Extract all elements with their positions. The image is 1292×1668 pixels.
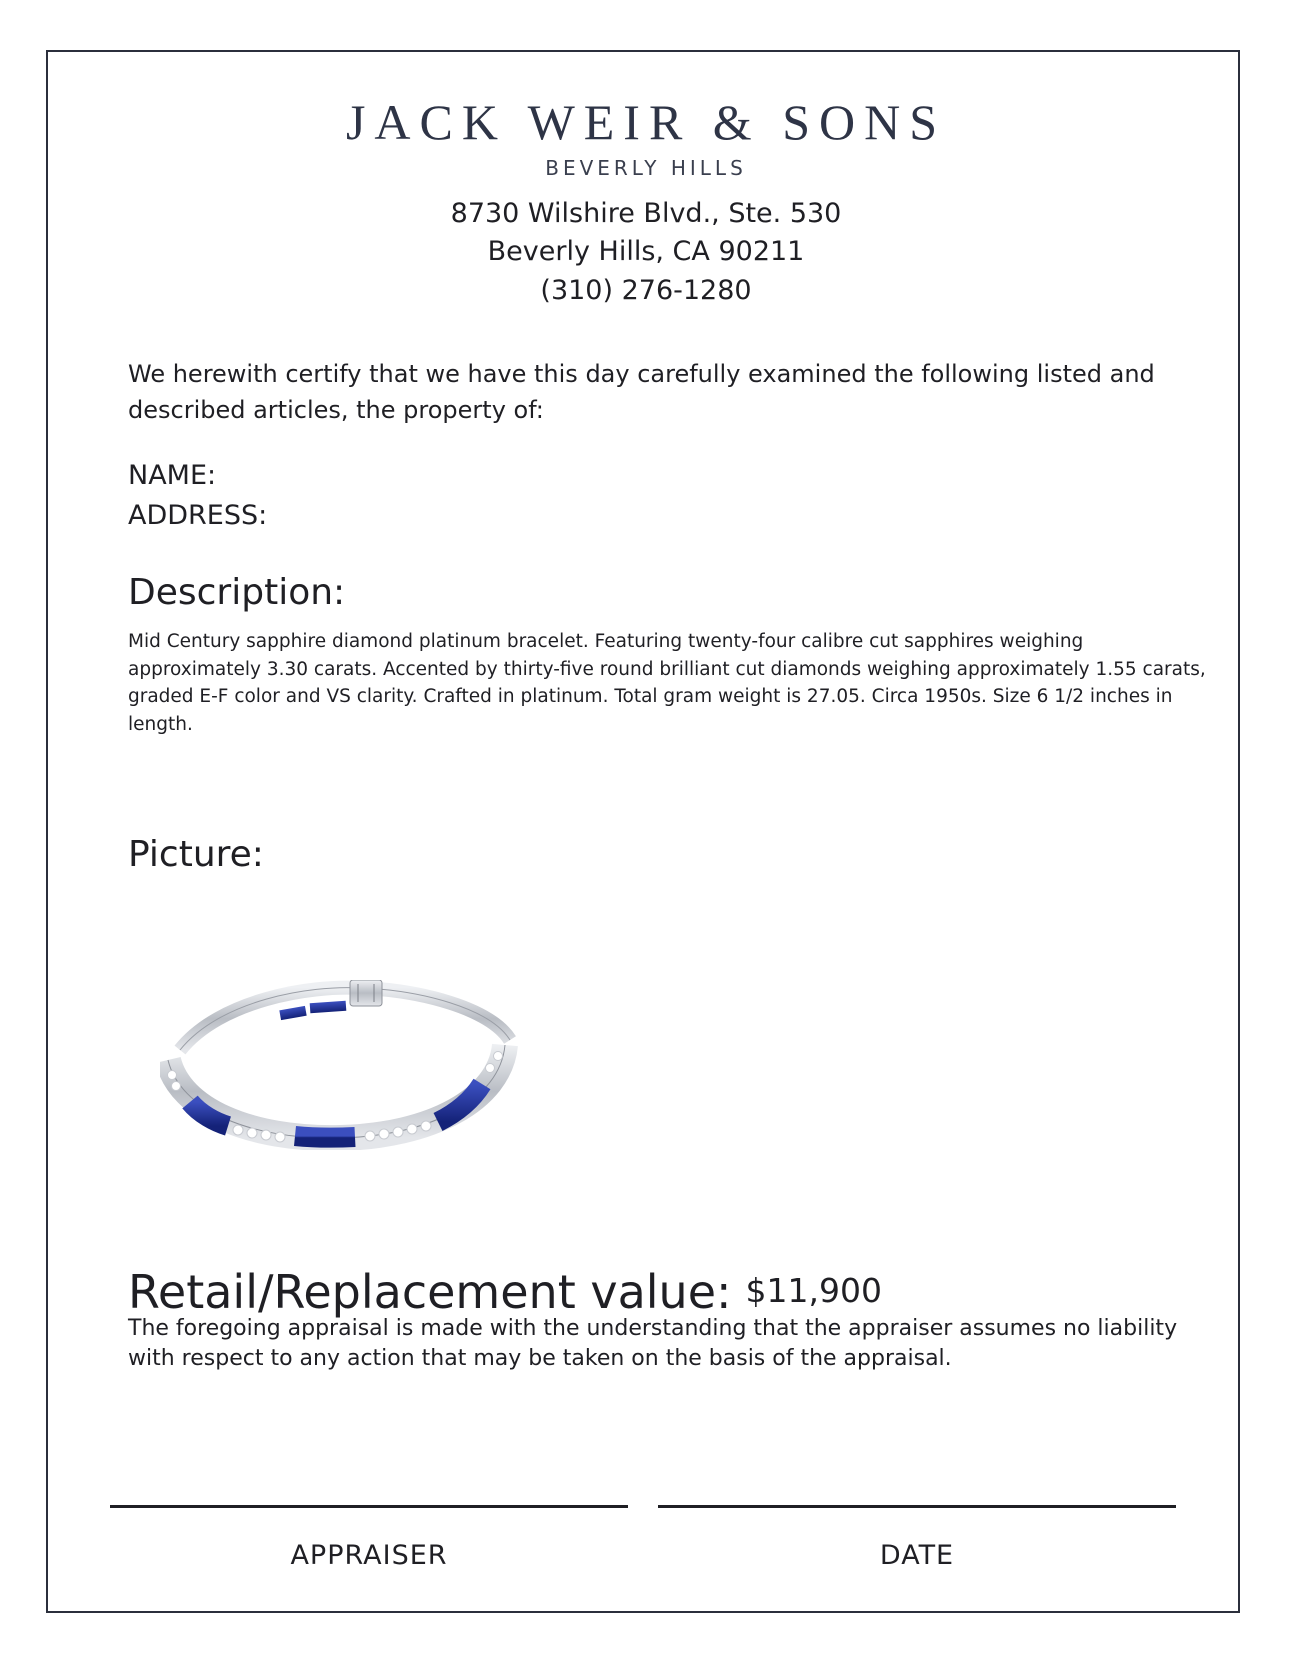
valuation-label: Retail/Replacement value: xyxy=(128,1265,732,1319)
address-label: ADDRESS: xyxy=(128,500,268,531)
appraiser-label: APPRAISER xyxy=(290,1540,448,1571)
name-label: NAME: xyxy=(128,460,217,491)
phone-number: (310) 276-1280 xyxy=(540,275,752,306)
appraiser-signature-line xyxy=(110,1505,628,1508)
valuation-amount: $11,900 xyxy=(745,1271,882,1310)
picture-heading: Picture: xyxy=(128,834,264,875)
liability-disclaimer: The foregoing appraisal is made with the understanding that the appraiser assumes no liability with respect to any action that may be taken on the basis of the appraisal. xyxy=(128,1316,1178,1371)
bracelet-photo xyxy=(160,980,540,1150)
date-signature-line xyxy=(658,1505,1176,1508)
address-line-1: 8730 Wilshire Blvd., Ste. 530 xyxy=(450,198,842,229)
description-text: Mid Century sapphire diamond platinum bracelet. Featuring twenty-four calibre cut sapphires weighing approximately 3.30 carats. Accented by thirty-five round brilliant cut diamonds weighing approximately 1.55 carats, graded E-F color and VS clarity. Crafted in platinum. Total gram weight is 27.05. Circa 1950s. Size 6 1/2 inches in length. xyxy=(128,631,1206,735)
date-label: DATE xyxy=(879,1540,955,1571)
description-heading: Description: xyxy=(128,572,346,613)
valuation-row xyxy=(128,1262,882,1322)
address-line-2: Beverly Hills, CA 90211 xyxy=(487,236,805,267)
certification-statement: We herewith certify that we have this day carefully examined the following listed and described articles, the property of: xyxy=(128,360,1155,424)
brand-location: BEVERLY HILLS xyxy=(545,156,747,180)
brand-name: JACK WEIR & SONS xyxy=(345,94,947,150)
